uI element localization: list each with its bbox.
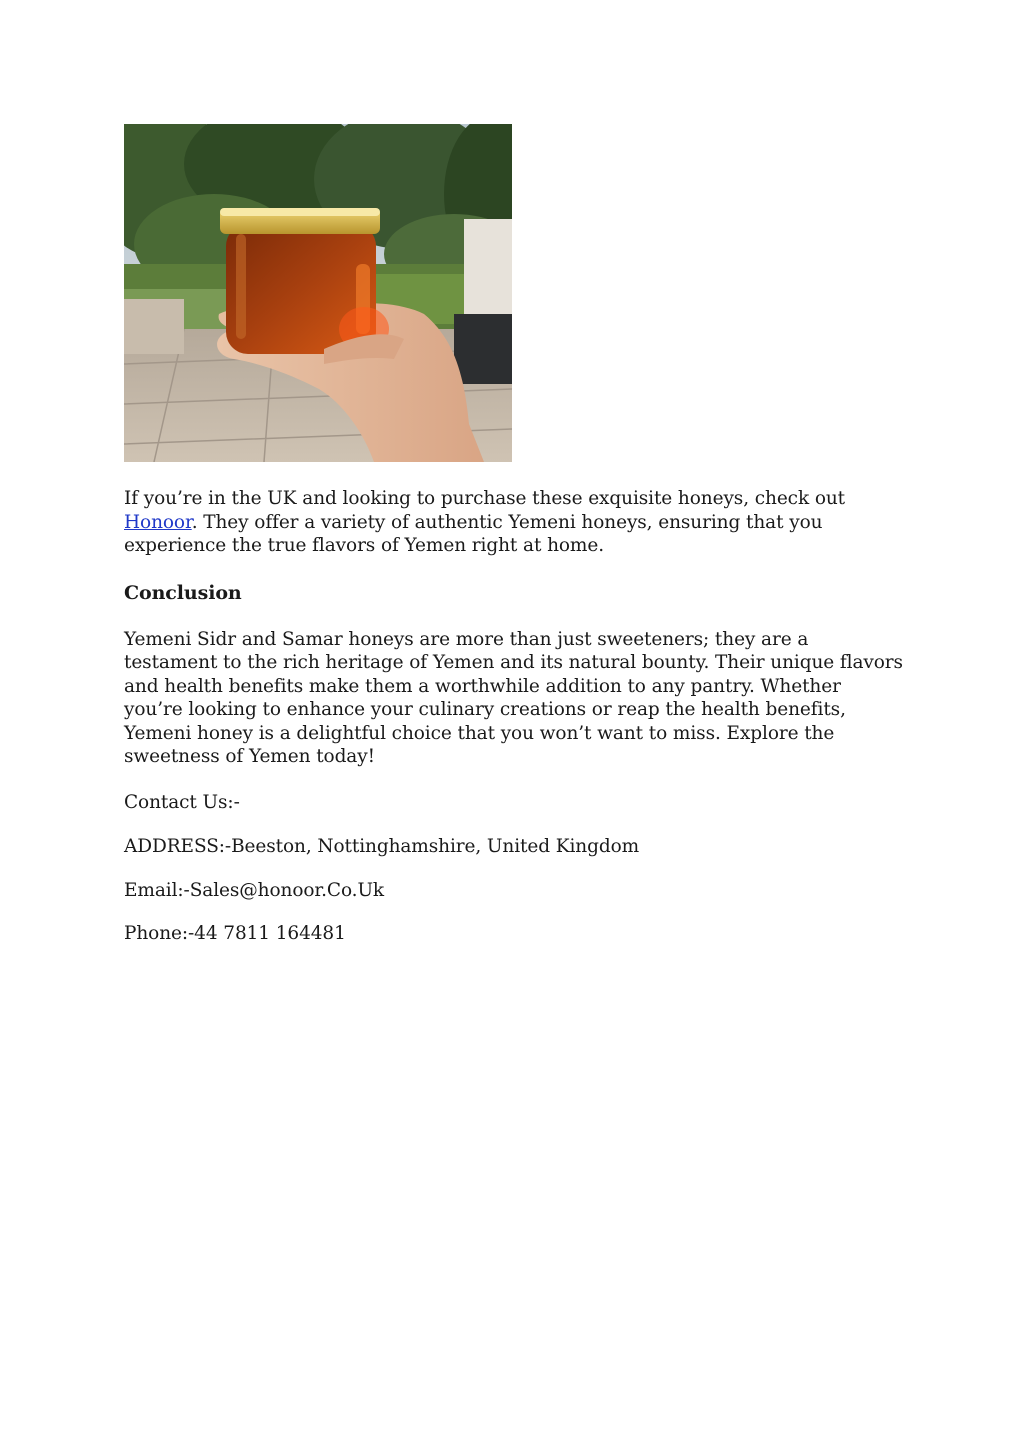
contact-phone: Phone:-44 7811 164481 [124, 923, 346, 944]
document-page [124, 124, 904, 946]
intro-text-before-link: If you’re in the UK and looking to purchase these exquisite honeys, check out [124, 488, 846, 509]
honoor-link[interactable]: Honoor [124, 511, 192, 533]
intro-paragraph [124, 487, 904, 558]
contact-title: Contact Us:- [124, 791, 240, 813]
contact-address: ADDRESS:-Beeston, Nottinghamshire, United Kingdom [124, 836, 640, 857]
intro-text-after-link: . They offer a variety of authentic Yemeni honeys, ensuring that you experience the true flavors of Yemen right at home. [124, 511, 823, 556]
contact-email: Email:-Sales@honoor.Co.Uk [124, 879, 385, 901]
conclusion-paragraph: Yemeni Sidr and Samar honeys are more than just sweeteners; they are a testament to the rich heritage of Yemen and its natural bounty. Their unique flavors and health benefits make them a worthwhile addition to any pantry. Whether you’re looking to enhance your culinary creations or reap the health benefits, Yemeni honey is a delightful choice that you won’t want to miss. Explore the sweetness of Yemen today! [124, 628, 903, 767]
honey-jar-photo [124, 124, 512, 462]
conclusion-heading: Conclusion [124, 581, 242, 604]
